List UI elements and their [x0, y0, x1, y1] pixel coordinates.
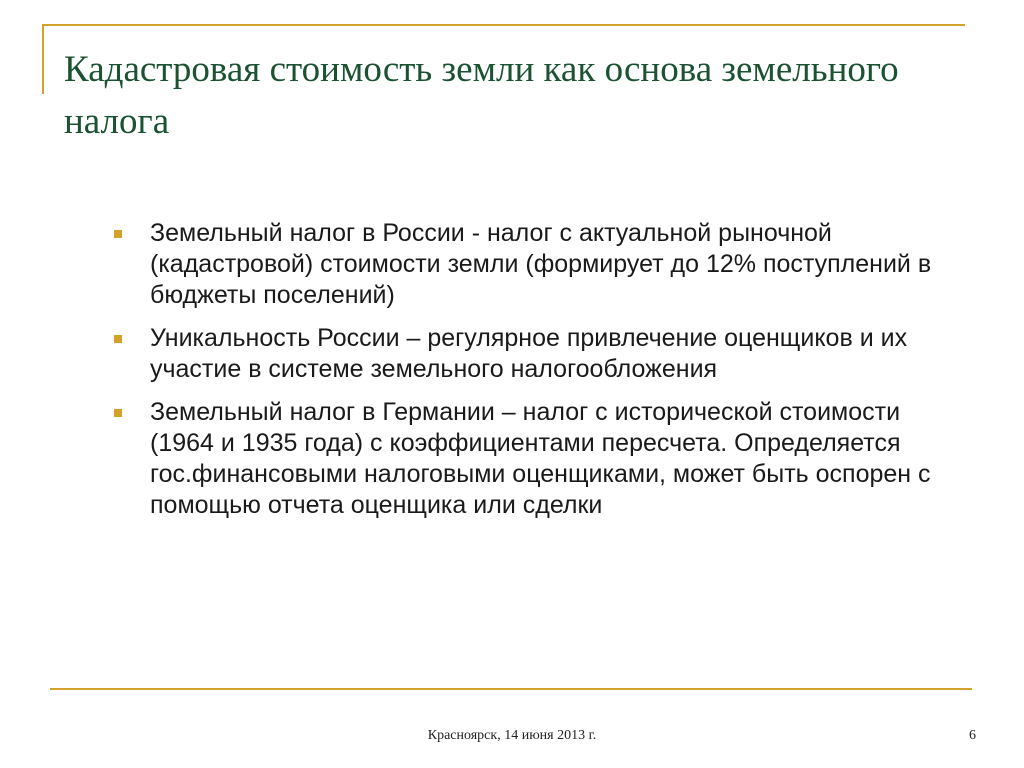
- frame-left-line: [42, 24, 44, 94]
- frame-top-line: [42, 24, 965, 26]
- bullet-item: [108, 218, 958, 311]
- slide-content: [108, 218, 958, 533]
- bullet-item: [108, 397, 958, 521]
- bullet-item: [108, 323, 958, 385]
- slide-title: Кадастровая стоимость земли как основа земельного налога: [64, 49, 899, 142]
- page-number: 6: [969, 728, 976, 743]
- square-bullet-icon: [114, 335, 122, 343]
- bullet-text: Уникальность России – регулярное привлечение оценщиков и их участие в системе земельного налогообложения: [150, 324, 908, 383]
- footer-text: Красноярск, 14 июня 2013 г.: [427, 728, 597, 743]
- bullet-list: [108, 218, 958, 521]
- square-bullet-icon: [114, 230, 122, 238]
- bullet-text: Земельный налог в Германии – налог с исторической стоимости (1964 и 1935 года) с коэффициентами пересчета. Определяется гос.финансовыми налоговыми оценщиками, может быть оспорен с помощью отчета оценщика или сделки: [150, 398, 931, 519]
- square-bullet-icon: [114, 409, 122, 417]
- footer-divider: [50, 688, 972, 690]
- bullet-text: Земельный налог в России - налог с актуальной рыночной (кадастровой) стоимости земли (формирует до 12% поступлений в бюджеты поселений): [150, 219, 932, 309]
